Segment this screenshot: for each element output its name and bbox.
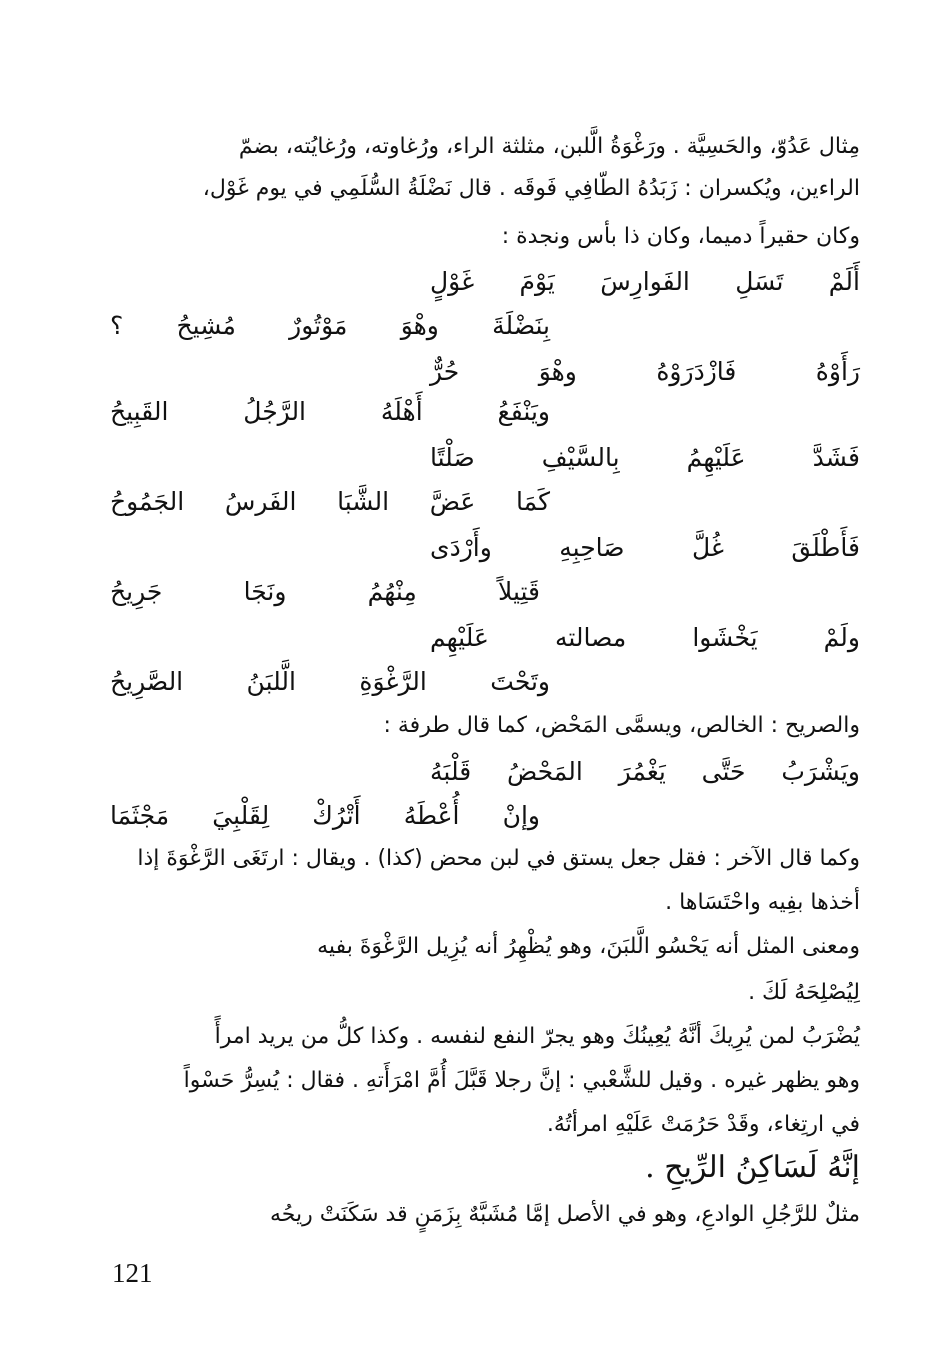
text-line: وكما قال الآخر : فقل جعل يستق في لبن محض (كذا) . ويقال : ارتَغَى الرَّغْوَةَ إذا xyxy=(137,846,860,871)
verse-hemistich: ويَنْفَعُ أَهْلَهُ الرَّجُلُ القَبِيحُ xyxy=(110,397,550,426)
verse-hemistich: أَلَمْ تَسَلِ الفَوارِسَ يَوْمَ غَوْلٍ xyxy=(430,267,860,296)
text-line: في ارتِغاء، وقَدْ حَرُمَتْ عَلَيْهِ امرأتُهُ. xyxy=(546,1112,860,1137)
verse-hemistich: كَمَا عَضَّ الشَّبَا الفَرسُ الجَمُوحُ xyxy=(110,487,550,516)
verse-hemistich: فَأَطْلَقَ غُلَّ صَاحِبِهِ وأَرْدَى xyxy=(430,533,860,562)
text-line: لِيُصْلِحَهُ لَكَ . xyxy=(748,980,860,1005)
text-line: وكان حقيراً دميما، وكان ذا بأس ونجدة : xyxy=(501,224,860,249)
verse-hemistich: بِنَضْلَةَ وهْوَ مَوْتُورٌ مُشِيحُ ؟ xyxy=(110,311,550,340)
text-line: مثلٌ للرَّجُلِ الوادعِ، وهو في الأصل إمَّا مُشَبَّهٌ بِزَمَنٍ قد سَكَنَتْ ريحُه xyxy=(269,1202,860,1227)
text-line: الراءين، ويُكسران : زَبَدُهُ الطّافِي فَوقَه . قال نَضْلَةُ السُّلَمِي في يوم غَوْل، xyxy=(202,176,860,201)
verse-hemistich: فَشَدَّ عَلَيْهِمُ بِالسَّيْفِ صَلْتًا xyxy=(430,443,860,472)
text-line: والصريح : الخالص، ويسمَّى المَحْض، كما قال طرفة : xyxy=(383,713,860,738)
verse-hemistich: رَأَوْهُ فَازْدَرَوْهُ وهْوَ حُرٌّ xyxy=(430,357,860,386)
verse-hemistich: وإنْ أُعْطَهُ أَتْرُكْ لِقَلْبِيَ مَجْثَمَا xyxy=(110,801,540,830)
verse-hemistich: وتَحْتَ الرَّغْوَةِ الَّلبَنُ الصَّرِيحُ xyxy=(110,667,550,696)
page-number: 121 xyxy=(112,1258,153,1288)
text-line: وهو يظهر غيره . وقيل للشَّعْبي : إنَّ رجلا قَبَّلَ أُمَّ امْرَأَتهِ . فقال : يُسِرُّ حَسْواً xyxy=(183,1068,860,1093)
verse-hemistich: قَتِيلاً مِنْهُمُ ونَجَا جَرِيحُ xyxy=(110,577,540,606)
verse-hemistich: ولَمْ يَخْشَوا مصالته عَلَيْهِم xyxy=(430,623,860,652)
text-line: مِثال عَدُوّ، والحَسِيَّة . ورَغْوَةُ الَّلبن، مثلثة الراء، ورُغاوته، ورُغايُته، بضمّ xyxy=(238,134,860,159)
text-line: ومعنى المثل أنه يَحْسُو الَّلبَنَ، وهو يُظْهِرُ أنه يُزِيل الرَّغْوَةَ بفيه xyxy=(317,934,860,959)
text-line: أخذها بفِيه واحْتَسَاها . xyxy=(665,890,860,915)
text-line: يُضْرَبُ لمن يُرِيكَ أنَّهُ يُعِينُكَ وهو يجرّ النفع لنفسه . وكذا كلُّ من يريد امرأً xyxy=(214,1024,860,1049)
verse-hemistich: ويَشْرَبُ حَتَّى يَغْمُرَ المَحْضُ قَلْبَهُ xyxy=(430,757,860,786)
proverb-heading: إنَّهُ لَسَاكِنُ الرِّيحِ . xyxy=(645,1150,860,1185)
